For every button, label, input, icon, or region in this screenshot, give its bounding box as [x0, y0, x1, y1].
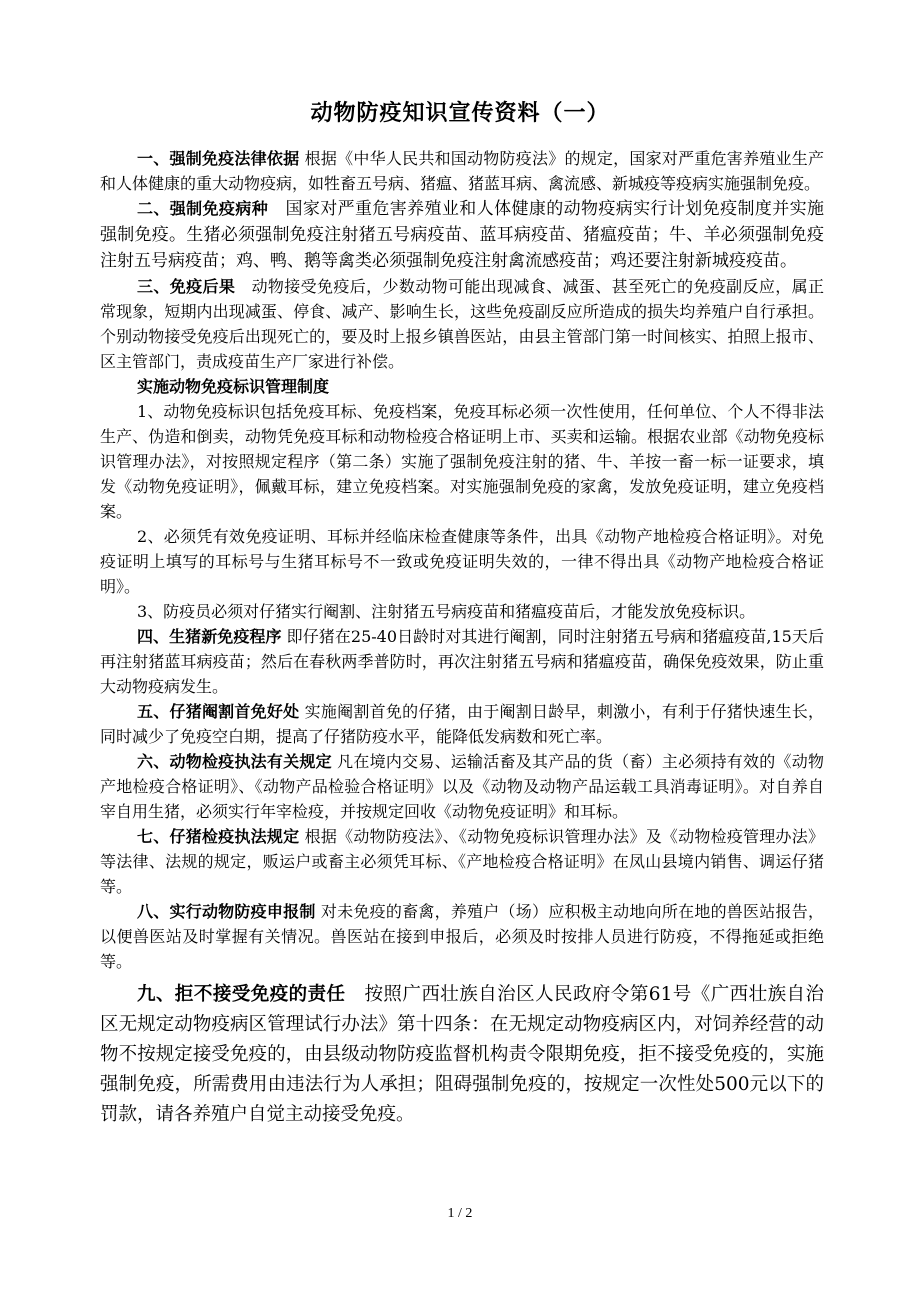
paragraph-item-1: 1、动物免疫标识包括免疫耳标、免疫档案，免疫耳标必须一次性使用，任何单位、个人不得非法生产、伪造和倒卖，动物凭免疫耳标和动物检疫合格证明上市、买卖和运输。根据农业部《动物免疫标识管理办法》，对按照规定程序（第二条）实施了强制免疫注射的猪、牛、羊按一畜一标一证要求，填发《动物免疫证明》，佩戴耳标，建立免疫档案。对实施强制免疫的家禽，发放免疫证明，建立免疫档案。: [100, 402, 824, 521]
paragraph-text: 动物接受免疫后，少数动物可能出现减食、减蛋、甚至死亡的免疫副反应，属正常现象，短期内出现减蛋、停食、减产、影响生长，这些免疫副反应所造成的损失均养殖户自行承担。个别动物接受免疫后出现死亡的，要及时上报乡镇兽医站，由县主管部门第一时间核实、拍照上报市、区主管部门，责成疫苗生产厂家进行补偿。: [100, 277, 824, 371]
paragraph-heading: 四、生猪新免疫程序: [137, 627, 282, 646]
paragraph-text: 根据《动物防疫法》、《动物免疫标识管理办法》及《动物检疫管理办法》等法律、法规的规定，贩运户或畜主必须凭耳标、《产地检疫合格证明》在凤山县境内销售、调运仔猪等。: [100, 827, 824, 896]
paragraph-item-2: 2、必须凭有效免疫证明、耳标并经临床检查健康等条件，出具《动物产地检疫合格证明》。对免疫证明上填写的耳标号与生猪耳标号不一致或免疫证明失效的，一律不得出具《动物产地检疫合格证明》。: [100, 527, 824, 596]
paragraph-2: [100, 196, 824, 274]
paragraph-8: [100, 899, 824, 974]
paragraph-text: 即仔猪在25-40日龄时对其进行阉割，同时注射猪五号病和猪瘟疫苗,15天后再注射猪蓝耳病疫苗；然后在春秋两季普防时，再次注射猪五号病和猪瘟疫苗，确保免疫效果，防止重大动物疫病发生。: [100, 627, 824, 696]
paragraph-9: [100, 980, 824, 1130]
paragraph-heading: 七、仔猪检疫执法规定: [137, 827, 300, 846]
section-heading-identification: 实施动物免疫标识管理制度: [137, 377, 330, 396]
paragraph-text: 凡在境内交易、运输活畜及其产品的货（畜）主必须持有效的《动物产地检疫合格证明》、《动物产品检验合格证明》以及《动物及动物产品运载工具消毒证明》。对自养自宰自用生猪，必须实行年宰检疫，并按规定回收《动物免疫证明》和耳标。: [100, 752, 824, 821]
paragraph-7: [100, 824, 824, 899]
paragraph-heading: 一、强制免疫法律依据: [137, 149, 300, 168]
paragraph-3: [100, 274, 824, 374]
paragraph-heading: 三、免疫后果: [137, 277, 236, 296]
page-number: 1 / 2: [447, 1206, 473, 1221]
paragraph-text: 根据《中华人民共和国动物防疫法》的规定，国家对严重危害养殖业生产和人体健康的重大动物疫病，如牲畜五号病、猪瘟、猪蓝耳病、禽流感、新城疫等疫病实施强制免疫。: [100, 149, 824, 193]
paragraph-heading: 八、实行动物防疫申报制: [137, 902, 316, 921]
document-title: 动物防疫知识宣传资料（一）: [310, 101, 610, 126]
paragraph-heading: 六、动物检疫执法有关规定: [137, 752, 332, 771]
paragraph-text: 实施阉割首免的仔猪，由于阉割日龄早，刺激小，有利于仔猪快速生长，同时减少了免疫空白期，提高了仔猪防疫水平，能降低发病数和死亡率。: [100, 702, 824, 746]
paragraph-text: 对未免疫的畜禽，养殖户（场）应积极主动地向所在地的兽医站报告，以便兽医站及时掌握有关情况。兽医站在接到申报后，必须及时按排人员进行防疫，不得拖延或拒绝等。: [100, 902, 824, 971]
paragraph-4: [100, 624, 824, 699]
paragraph-1: [100, 146, 824, 196]
paragraph-heading: 五、仔猪阉割首免好处: [137, 702, 300, 721]
paragraph-6: [100, 749, 824, 824]
paragraph-heading: 九、拒不接受免疫的责任: [137, 984, 346, 1005]
paragraph-5: [100, 699, 824, 749]
paragraph-text: 按照广西壮族自治区人民政府令第61号《广西壮族自治区无规定动物疫病区管理试行办法》第十四条：在无规定动物疫病区内，对饲养经营的动物不按规定接受免疫的，由县级动物防疫监督机构责令限期免疫，拒不接受免疫的，实施强制免疫，所需费用由违法行为人承担；阻碍强制免疫的，按规定一次性处500元以下的罚款，请各养殖户自觉主动接受免疫。: [100, 984, 824, 1125]
paragraph-item-3: 3、防疫员必须对仔猪实行阉割、注射猪五号病疫苗和猪瘟疫苗后，才能发放免疫标识。: [137, 602, 756, 621]
paragraph-text: 国家对严重危害养殖业和人体健康的动物疫病实行计划免疫制度并实施强制免疫。生猪必须强制免疫注射猪五号病疫苗、蓝耳病疫苗、猪瘟疫苗；牛、羊必须强制免疫注射五号病疫苗；鸡、鸭、鹅等禽类必须强制免疫注射禽流感疫苗；鸡还要注射新城疫疫苗。: [100, 199, 824, 271]
paragraph-heading: 二、强制免疫病种: [137, 199, 269, 218]
document-body: [100, 146, 824, 1130]
